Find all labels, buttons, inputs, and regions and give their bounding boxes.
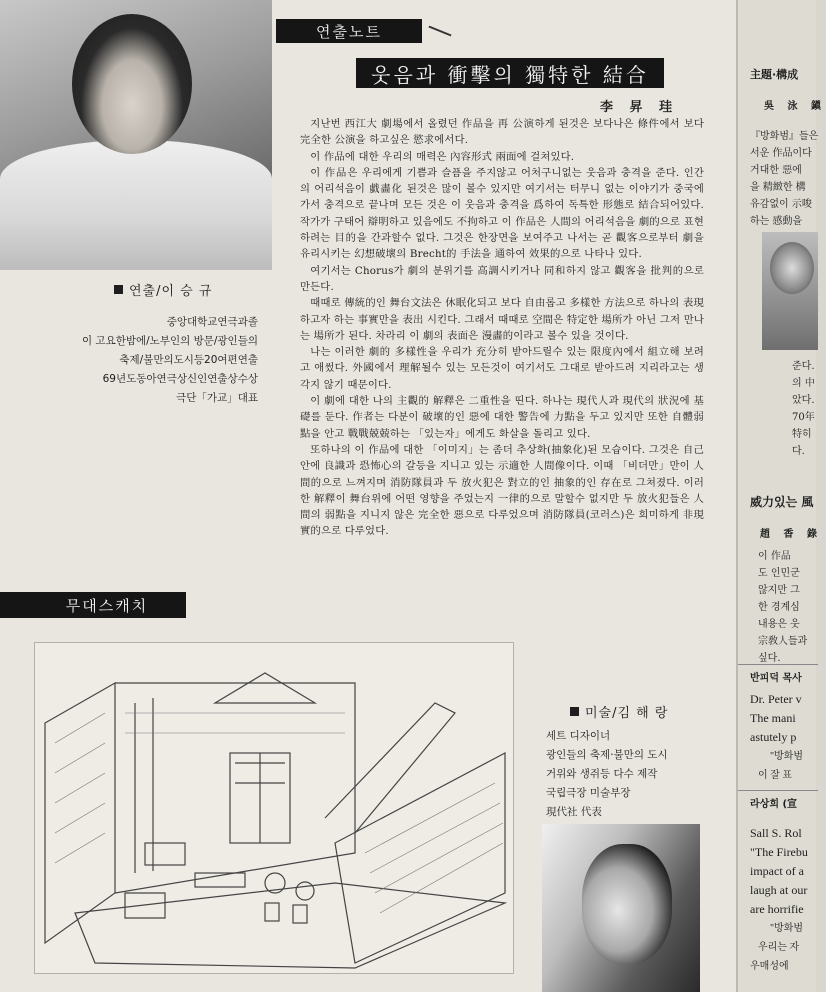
article-paragraph: 이 作品에 대한 우리의 매력은 內容形式 兩面에 걸쳐있다. <box>310 150 575 163</box>
sketch-left-wall <box>45 683 115 943</box>
director-caption-name: 연출/이 승 규 <box>114 280 212 299</box>
article-body <box>300 116 704 540</box>
right-heading-pastor: 반피덕 목사 <box>750 673 802 684</box>
article-paragraph: 여기서는 Chorus가 劇의 분위기를 高調시키거나 同和하지 않고 觀客을 批判的으로 만든다. <box>300 264 704 293</box>
square-bullet-icon <box>570 707 579 716</box>
sketch-right-platform <box>335 753 505 963</box>
sketch-sofa <box>145 843 185 865</box>
sketch-column <box>135 698 153 873</box>
article-paragraph: 이 劇에 대한 나의 主觀的 解釋은 二重性을 띤다. 하나는 現代人과 現代의 狀況에 基礎를 둔다. 作者는 다분이 破壞的인 惡에 대한 警告에 力點을 두고 있지만 또한 自體弱點을 안고 戰戰兢兢하는 「있는자」에게도 화살을 돌리고 있다. <box>300 395 704 440</box>
stage-sketch-banner: 무대스캐치 <box>0 592 186 618</box>
article-paragraph: 때때로 傳統的인 舞台文法은 休眠化되고 보다 自由롭고 多樣한 方法으로 하나의 表現하고자 하는 事實만을 表出 시킨다. 그래서 때때로 空間은 特定한 場所가 아닌 그저 만나는 場所가 된다. 차라리 이 劇의 表面은 漫畵的이라고 볼수 있을 것이다. <box>300 297 704 342</box>
sketch-pediment <box>215 673 315 703</box>
designer-photo <box>542 824 700 992</box>
article-headline: 웃음과 衝擊의 獨特한 結合 <box>356 58 664 88</box>
square-bullet-icon <box>114 285 123 294</box>
article-paragraph: 이 作品은 우리에게 기쁨과 슬픔을 주지않고 어처구니없는 웃음과 충격을 준다. 인간의 어리석음이 戱畵化 된것은 많이 볼수 있지만 여기서는 터무니 없는 이야기가 중국에가서 충격으로 끝나며 모든 것은 이 웃음과 충격을 爲하여 독특한 形態로 結合되어있다. 작가가 구태어 辯明하고 있음에도 不拘하고 이 作品은 人間의 어리석음을 劇的으로 표현하려는 目的을 간과할수 없다. 그것은 한장면을 보여주고 나서는 곧 觀客으로부터 劇을 유리시키는 幻想破壞의 Brecht的 手法을 通하여 效果的으로 나타나 있다. <box>300 166 704 261</box>
designer-caption-name: 미술/김 해 랑 <box>570 702 668 721</box>
right-author-2: 趙 香 錄 <box>760 529 822 540</box>
right-author-1: 吳 泳 鎭 <box>764 101 826 112</box>
right-heading-ra: 라상희 (宣 <box>750 799 798 810</box>
stage-sketch-svg <box>35 643 515 975</box>
decorative-line <box>428 26 451 37</box>
director-caption-bio: 중앙대학교연극과졸 이 고요한밤에/노부인의 방문/광인들의 축제/불만의도시등20여편연출 69년도동아연극상신인연출상수상 극단「가교」대표 <box>81 316 258 404</box>
right-heading-review: 威力있는 風 <box>750 495 814 509</box>
article-paragraph: 나는 이러한 劇的 多樣性을 우리가 充分히 받아드릴수 있는 限度內에서 組立해 보려고 애썼다. 外國에서 理解될수 있는 모든것이 여기서도 그대로 받아드려 지리라고는 생각지 않기 때문이다. <box>300 346 704 391</box>
right-english-block-1: Dr. Peter v The mani astutely p "방화범 이 잘 표 <box>750 692 804 781</box>
reviewer-photo <box>762 232 818 350</box>
right-text-block-2: 준다. 의 中 았다. 70年 特히 다. <box>792 361 815 457</box>
note-banner: 연출노트 <box>276 19 422 43</box>
right-english-block-2: Sall S. Rol "The Firebu impact of a laugh at our are horrifie "방화범 우리는 자 우매성에 <box>750 826 808 972</box>
right-page-partial <box>736 0 826 992</box>
designer-caption-bio: 세트 디자이너 광인들의 축제·불만의 도시 거위와 생쥐등 다수 제작 국립극장 미술부장 現代社 代表 <box>546 730 668 818</box>
right-text-block-3: 이 作品 도 인민군 않지만 그 한 경계심 내용은 웃 宗敎人들과 싶다. <box>758 551 808 664</box>
sketch-back-wall <box>115 683 355 893</box>
director-photo <box>0 0 272 266</box>
article-author: 李 昇 珪 <box>600 100 679 115</box>
sketch-floor <box>75 883 505 968</box>
right-text-block-1: 『방화범』들은 서운 作品이다 거대한 惡에 을 精緻한 構 유감없이 示唆 하는 感動을 <box>750 131 819 227</box>
stage-sketch-drawing <box>34 642 514 974</box>
article-paragraph: 지난번 西江大 劇場에서 올렸던 作品을 再 公演하게 된것은 보다나은 條件에서 보다 完全한 公演을 하고싶은 慾求에서다. <box>300 118 704 147</box>
right-heading-theme: 主題·構成 <box>750 68 799 81</box>
article-paragraph: 또하나의 이 作品에 대한 「이미지」는 좀더 추상화(抽象化)된 모습이다. 그것은 自己안에 良識과 恐怖心의 갈등을 지니고 있는 示適한 人間像이다. 이때 「비더만」만이 人間的으로 느껴지며 消防隊員과 두 放火犯은 對立的인 抽象的인 存在로 그쳐졌다. 이러한 解釋이 舞台위에 어떤 영향을 주었는지 一律的으로 말할수 없지만 두 放火犯들은 人間의 弱點을 지니지 않은 完全한 惡으로 다루었으며 消防隊員(코러스)은 희미하게 非現實的으로 다루었다. <box>300 443 704 538</box>
